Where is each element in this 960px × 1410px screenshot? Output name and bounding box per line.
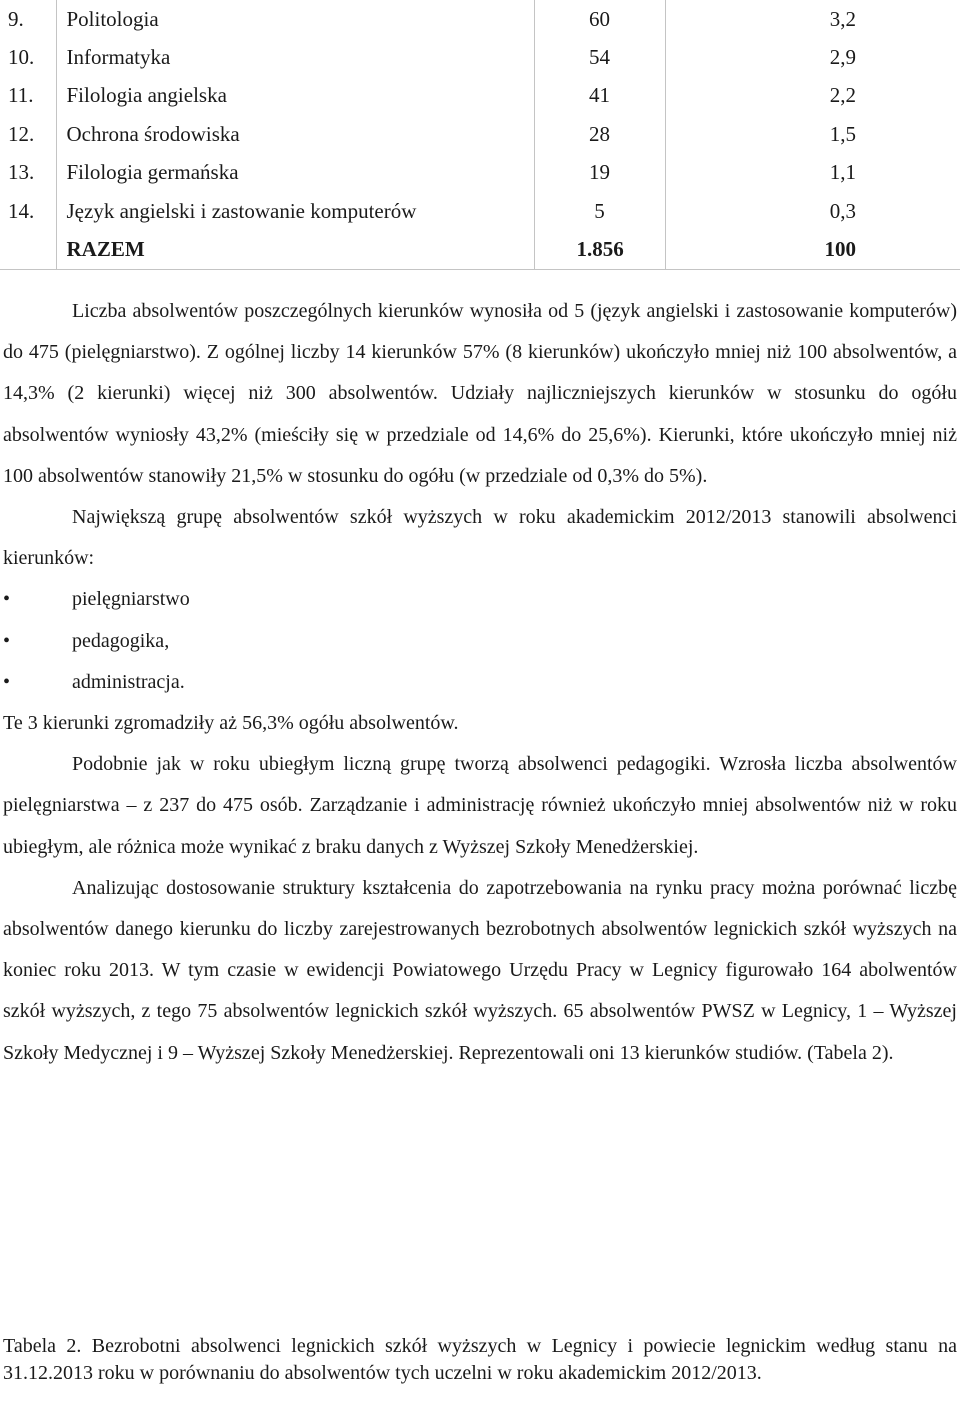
table-row	[0, 77, 960, 115]
paragraph-pedagogy: Podobnie jak w roku ubiegłym liczną grupę tworzą absolwenci pedagogiki. Wzrosła liczba absolwentów pielęgniarstwa – z 237 do 475 osób. Zarządzanie i administrację również ukończyło mniej absolwentów niż w roku ubiegłym, ale różnica może wynikać z braku danych z Wyższej Szkoły Menedżerskiej.	[3, 753, 957, 858]
graduates-table	[0, 0, 960, 270]
graduates-percent: 0,3	[665, 192, 960, 230]
graduates-percent: 2,2	[665, 77, 960, 115]
field-of-study: Ochrona środowiska	[56, 115, 534, 153]
field-of-study: Język angielski i zastowanie komputerów	[56, 192, 534, 230]
list-item	[3, 579, 957, 620]
list-item	[3, 662, 957, 703]
bullet-icon: •	[3, 629, 11, 652]
field-of-study: Filologia germańska	[56, 154, 534, 192]
list-item-text: pedagogika,	[72, 629, 170, 652]
row-number-empty	[0, 230, 56, 269]
row-number: 13.	[8, 160, 35, 185]
graduates-percent: 2,9	[665, 38, 960, 76]
fields-list	[3, 579, 957, 703]
list-item-text: administracja.	[72, 670, 185, 693]
paragraph-three-fields: Te 3 kierunki zgromadziły aż 56,3% ogółu absolwentów.	[3, 712, 459, 735]
paragraph-labour-market: Analizując dostosowanie struktury kształcenia do zapotrzebowania na rynku pracy można porównać liczbę absolwentów danego kierunku do liczby zarejestrowanych bezrobotnych absolwentów legnickich szkół wyższych na koniec roku 2013. W tym czasie w ewidencji Powiatowego Urzędu Pracy w Legnicy figurowało 164 abolwentów szkół wyższych, z tego 75 absolwentów legnickich szkół wyższych. 65 absolwentów PWSZ w Legnicy, 1 – Wyższej Szkoły Medycznej i 9 – Wyższej Szkoły Menedżerskiej. Reprezentowali oni 13 kierunków studiów. (Tabela 2).	[3, 876, 957, 1064]
total-percent: 100	[665, 230, 960, 269]
paragraph-graduates-range: Liczba absolwentów poszczególnych kierunków wynosiła od 5 (język angielski i zastosowanie komputerów) do 475 (pielęgniarstwo). Z ogólnej liczby 14 kierunków 57% (8 kierunków) ukończyło mniej niż 100 absolwentów, a 14,3% (2 kierunki) więcej niż 300 absolwentów. Udziały najliczniejszych kierunków w stosunku do ogółu absolwentów wyniosły 43,2% (mieściły się w przedziale od 14,6% do 25,6%). Kierunki, które ukończyło mniej niż 100 absolwentów stanowiły 21,5% w stosunku do ogółu (w przedziale od 0,3% do 5%).	[3, 300, 957, 487]
graduates-count: 5	[534, 192, 665, 230]
graduates-percent: 3,2	[665, 0, 960, 38]
row-number: 12.	[8, 121, 35, 146]
table-caption: Tabela 2. Bezrobotni absolwenci legnickich szkół wyższych w Legnicy i powiecie legnickim według stanu na 31.12.2013 roku w porównaniu do absolwentów tych uczelni w roku akademickim 2012/2013.	[3, 1335, 957, 1384]
table-row	[0, 115, 960, 153]
table-row	[0, 154, 960, 192]
total-label: RAZEM	[56, 230, 534, 269]
table-row	[0, 0, 960, 38]
graduates-count: 60	[534, 0, 665, 38]
graduates-count: 28	[534, 115, 665, 153]
paragraph-largest-group: Największą grupę absolwentów szkół wyższych w roku akademickim 2012/2013 stanowili absolwenci kierunków:	[3, 506, 957, 570]
graduates-count: 54	[534, 38, 665, 76]
row-number: 11.	[8, 83, 34, 108]
field-of-study: Informatyka	[56, 38, 534, 76]
graduates-count: 41	[534, 77, 665, 115]
list-item-text: pielęgniarstwo	[72, 588, 190, 611]
table-row	[0, 192, 960, 230]
row-number: 14.	[8, 198, 35, 223]
field-of-study: Politologia	[56, 0, 534, 38]
table-total-row	[0, 230, 960, 269]
list-item	[3, 621, 957, 662]
bullet-icon: •	[3, 588, 11, 611]
table-row	[0, 38, 960, 76]
bullet-icon: •	[3, 670, 11, 693]
field-of-study: Filologia angielska	[56, 77, 534, 115]
row-number: 9.	[8, 6, 24, 31]
row-number: 10.	[8, 45, 35, 70]
total-count: 1.856	[534, 230, 665, 269]
graduates-count: 19	[534, 154, 665, 192]
graduates-percent: 1,5	[665, 115, 960, 153]
graduates-percent: 1,1	[665, 154, 960, 192]
document-body	[3, 291, 957, 1074]
